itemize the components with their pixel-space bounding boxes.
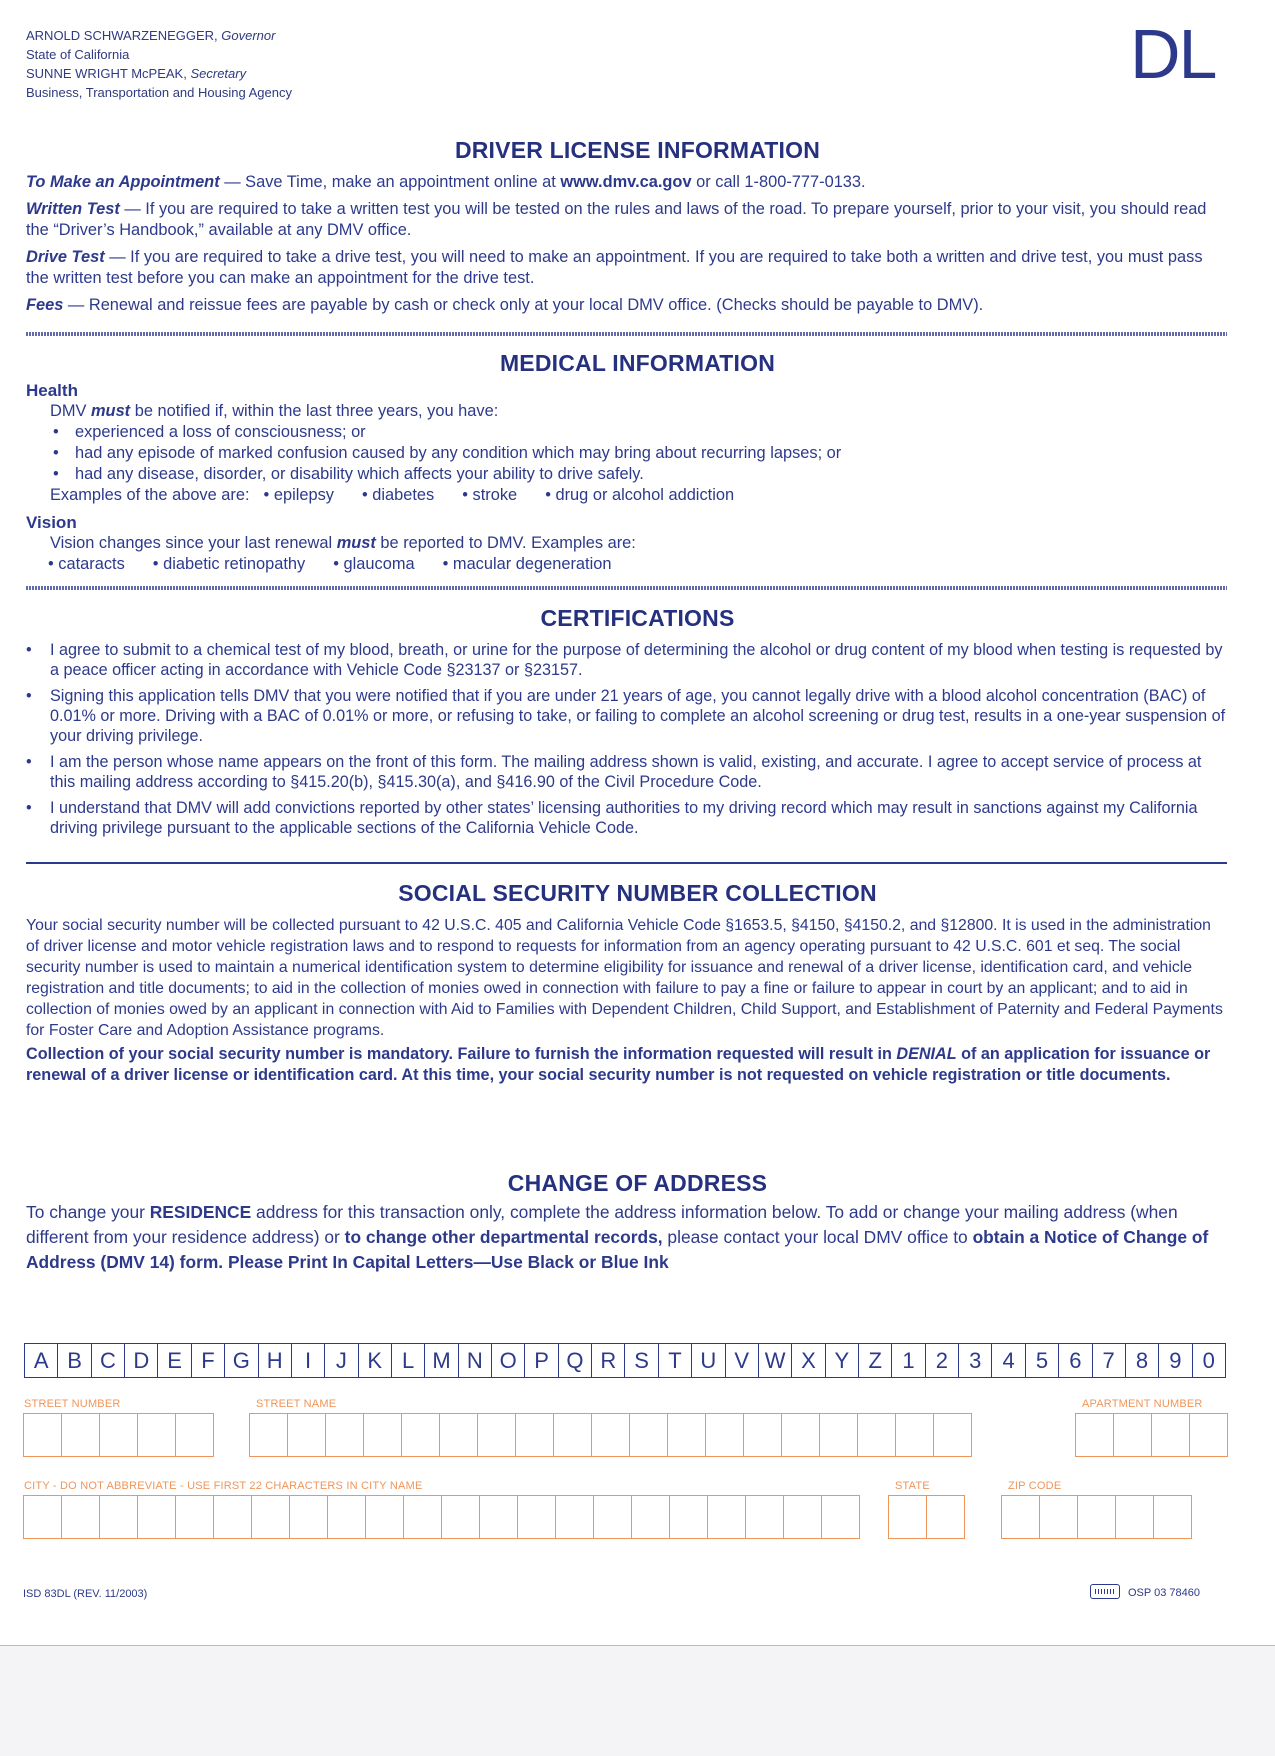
reference-char: F	[192, 1344, 225, 1377]
list-item: • I am the person whose name appears on the front of this form. The mailing address shown is valid, existing, and accurate. I agree to accept service of process at this mailing address according to §415.20(b), §415.30(a), and §416.90 of the Civil Procedure Code.	[26, 752, 1226, 792]
certifications-list	[26, 640, 1226, 838]
scan-background	[0, 1645, 1275, 1756]
fees-paragraph	[26, 295, 1226, 316]
reference-char: A	[25, 1344, 58, 1377]
reference-char: 2	[926, 1344, 959, 1377]
reference-char: S	[625, 1344, 658, 1377]
drive-test-label: Drive Test	[26, 248, 105, 266]
reference-char: 4	[992, 1344, 1025, 1377]
reference-char: I	[292, 1344, 325, 1377]
health-intro-text: DMV	[50, 402, 91, 420]
reference-char: 0	[1202, 1347, 1215, 1373]
vision-heading: Vision	[26, 513, 77, 532]
example-item: • diabetes	[361, 486, 435, 504]
health-intro	[26, 401, 1226, 422]
character-reference-row	[24, 1343, 1226, 1378]
reference-char: E	[158, 1344, 191, 1377]
ssn-title: SOCIAL SECURITY NUMBER COLLECTION	[398, 880, 877, 906]
coa-text: please contact your local DMV office to	[662, 1227, 973, 1247]
appointment-paragraph	[26, 172, 1226, 193]
section-divider	[26, 332, 1227, 336]
health-must: must	[90, 402, 131, 420]
state-name: State of California	[26, 47, 130, 62]
reference-char: 9	[1159, 1344, 1192, 1377]
reference-char: V	[726, 1344, 759, 1377]
zip-code-label: ZIP CODE	[1008, 1480, 1062, 1492]
vision-examples	[26, 554, 1226, 575]
apartment-number-label: APARTMENT NUMBER	[1082, 1398, 1203, 1410]
ssn-mandatory-notice	[26, 1044, 1226, 1086]
list-item: • Signing this application tells DMV that you were notified that if you are under 21 years of age, you cannot legally drive with a blood alcohol concentration (BAC) of 0.01% or more. Driving with a BAC of 0.01% or more, or refusing to take, or failing to complete an alcohol screening or drug test, results in a one-year suspension of your driving privilege.	[26, 686, 1226, 746]
example-item: • diabetic retinopathy	[152, 555, 306, 573]
reference-char: Y	[826, 1344, 859, 1377]
driver-license-title: DRIVER LICENSE INFORMATION	[454, 137, 821, 163]
street-name-label: STREET NAME	[256, 1398, 337, 1410]
governor-name: ARNOLD SCHWARZENEGGER,	[26, 28, 218, 43]
health-heading: Health	[26, 381, 78, 400]
list-item: • had any episode of marked confusion caused by any condition which may bring about recurring lapses; or	[50, 443, 1226, 464]
reference-char: O	[492, 1344, 525, 1377]
governor-role: Governor	[221, 28, 276, 43]
coa-text: address for this transaction only, complete the address information below. To add or change your mailing address (when different from your residence address) or	[26, 1202, 1178, 1247]
section-divider	[26, 586, 1227, 590]
reference-char: 5	[1026, 1344, 1059, 1377]
vision-intro	[26, 533, 1226, 554]
drive-test-text: — If you are required to take a drive test, you will need to make an appointment. If you are required to take both a written and drive test, you must pass the written test before you can make an appointment for the drive test.	[26, 248, 1203, 287]
appointment-text: — Save Time, make an appointment online at	[219, 173, 561, 191]
reference-char: G	[225, 1344, 258, 1377]
change-of-address-text	[26, 1200, 1226, 1275]
reference-char: 3	[959, 1344, 992, 1377]
ssn-notice-text: Collection of your social security number is mandatory. Failure to furnish the information requested will result in	[26, 1045, 897, 1063]
vision-intro-text: Vision changes since your last renewal	[50, 534, 337, 552]
written-test-text: — If you are required to take a written test you will be tested on the rules and laws of the road. To prepare yourself, prior to your visit, you should read the “Driver’s Handbook,” available at any DMV office.	[26, 200, 1207, 239]
example-item: • stroke	[462, 486, 518, 504]
agency-header	[26, 26, 292, 102]
reference-char: W	[759, 1344, 792, 1377]
list-item: • experienced a loss of consciousness; or	[50, 422, 1226, 443]
vision-intro-text-2: be reported to DMV. Examples are:	[375, 534, 636, 552]
reference-char: Z	[859, 1344, 892, 1377]
fees-label: Fees	[26, 296, 64, 314]
certifications-section	[26, 640, 1226, 844]
written-test-label: Written Test	[26, 200, 120, 218]
state-label: STATE	[895, 1480, 930, 1492]
ssn-section	[26, 915, 1226, 1086]
reference-char: 1	[892, 1344, 925, 1377]
reference-char: 7	[1093, 1344, 1126, 1377]
coa-text: To change your	[26, 1202, 150, 1222]
list-item: • I agree to submit to a chemical test of my blood, breath, or urine for the purpose of determining the alcohol or drug content of my blood when testing is requested by a peace officer acting in accordance with Vehicle Code §23137 or §23157.	[26, 640, 1226, 680]
dmv-website-link[interactable]: www.dmv.ca.gov	[560, 173, 692, 191]
union-label-icon	[1090, 1584, 1120, 1599]
drive-test-paragraph	[26, 247, 1226, 289]
change-of-address-title: CHANGE OF ADDRESS	[507, 1170, 768, 1196]
secretary-name: SUNNE WRIGHT McPEAK,	[26, 66, 187, 81]
reference-char: X	[792, 1344, 825, 1377]
health-conditions-list	[26, 422, 1226, 485]
city-input[interactable]	[23, 1495, 860, 1539]
reference-char: B	[58, 1344, 91, 1377]
reference-char: J	[325, 1344, 358, 1377]
ssn-notice-text-2: of an application for issuance or renewal of a driver license or identification card. At this time, your social security number is not requested on vehicle registration or title documents.	[26, 1045, 1211, 1084]
example-item: • cataracts	[48, 555, 125, 573]
example-item: • drug or alcohol addiction	[545, 486, 735, 504]
list-item: • I understand that DMV will add convictions reported by other states’ licensing authorities to my driving record which may result in sanctions against my California driving privilege pursuant to the applicable sections of the California Vehicle Code.	[26, 798, 1226, 838]
vision-must: must	[336, 534, 376, 552]
appointment-label: To Make an Appointment	[26, 173, 220, 191]
state-input[interactable]	[888, 1495, 965, 1539]
health-intro-text-2: be notified if, within the last three years, you have:	[130, 402, 499, 420]
medical-section	[26, 380, 1226, 575]
form-mark-dl: DL	[1130, 15, 1216, 93]
reference-char: D	[125, 1344, 158, 1377]
reference-char: 6	[1059, 1344, 1092, 1377]
reference-char: U	[692, 1344, 725, 1377]
coa-instructions: obtain a Notice of Change of Address (DMV 14) form. Please Print In Capital Letters—Use Black or Blue Ink	[26, 1227, 1209, 1272]
coa-records: to change other departmental records,	[344, 1227, 663, 1247]
certifications-title: CERTIFICATIONS	[540, 605, 735, 631]
written-test-paragraph	[26, 199, 1226, 241]
ssn-body: Your social security number will be collected pursuant to 42 U.S.C. 405 and California Vehicle Code §1653.5, §4150, §4150.2, and §12800. It is used in the administration of driver license and motor vehicle registration laws and to respond to requests for information from an agency operating pursuant to 42 U.S.C. 601 et seq. The social security number is used to maintain a numerical identification system to determine eligibility for issuance and renewal of a driver license, identification card, and vehicle registration and title documents; to aid in the collection of monies owed in connection with failure to pay a fine or failure to appear in court by an applicant; and to aid in collection of monies owed by an applicant in connection with Aid to Families with Dependent Children, Child Support, and Establishment of Paternity and Federal Payments for Foster Care and Adoption Assistance programs.	[26, 917, 1223, 1039]
reference-char: N	[459, 1344, 492, 1377]
health-examples	[26, 485, 1226, 506]
examples-label: Examples of the above are:	[50, 486, 250, 504]
reference-char: H	[259, 1344, 292, 1377]
street-number-input[interactable]	[23, 1413, 214, 1457]
reference-char: 8	[1126, 1344, 1159, 1377]
section-divider	[26, 862, 1227, 864]
agency-name: Business, Transportation and Housing Agency	[26, 85, 292, 100]
reference-char: M	[425, 1344, 458, 1377]
reference-char: R	[592, 1344, 625, 1377]
fees-text: — Renewal and reissue fees are payable by cash or check only at your local DMV office. (Checks should be payable to DMV).	[63, 296, 984, 314]
street-number-label: STREET NUMBER	[24, 1398, 121, 1410]
reference-char: K	[359, 1344, 392, 1377]
city-label: CITY - DO NOT ABBREVIATE - USE FIRST 22 CHARACTERS IN CITY NAME	[24, 1480, 423, 1492]
apartment-number-input[interactable]	[1075, 1413, 1228, 1457]
osp-number: OSP 03 78460	[1128, 1587, 1200, 1599]
coa-residence: RESIDENCE	[149, 1202, 252, 1222]
example-item: • epilepsy	[263, 486, 334, 504]
form-id: ISD 83DL (REV. 11/2003)	[23, 1588, 148, 1600]
reference-char: T	[659, 1344, 692, 1377]
street-name-input[interactable]	[249, 1413, 972, 1457]
ssn-denial: DENIAL	[896, 1045, 957, 1063]
reference-char: P	[525, 1344, 558, 1377]
secretary-role: Secretary	[190, 66, 247, 81]
reference-char: L	[392, 1344, 425, 1377]
driver-license-section	[26, 172, 1226, 322]
list-item: • had any disease, disorder, or disability which affects your ability to drive safely.	[50, 464, 1226, 485]
reference-char: Q	[559, 1344, 592, 1377]
reference-char: C	[92, 1344, 125, 1377]
appointment-phone-text: or call 1-800-777-0133.	[691, 173, 866, 191]
medical-title: MEDICAL INFORMATION	[499, 350, 776, 376]
example-item: • glaucoma	[333, 555, 415, 573]
zip-code-input[interactable]	[1001, 1495, 1192, 1539]
example-item: • macular degeneration	[442, 555, 612, 573]
